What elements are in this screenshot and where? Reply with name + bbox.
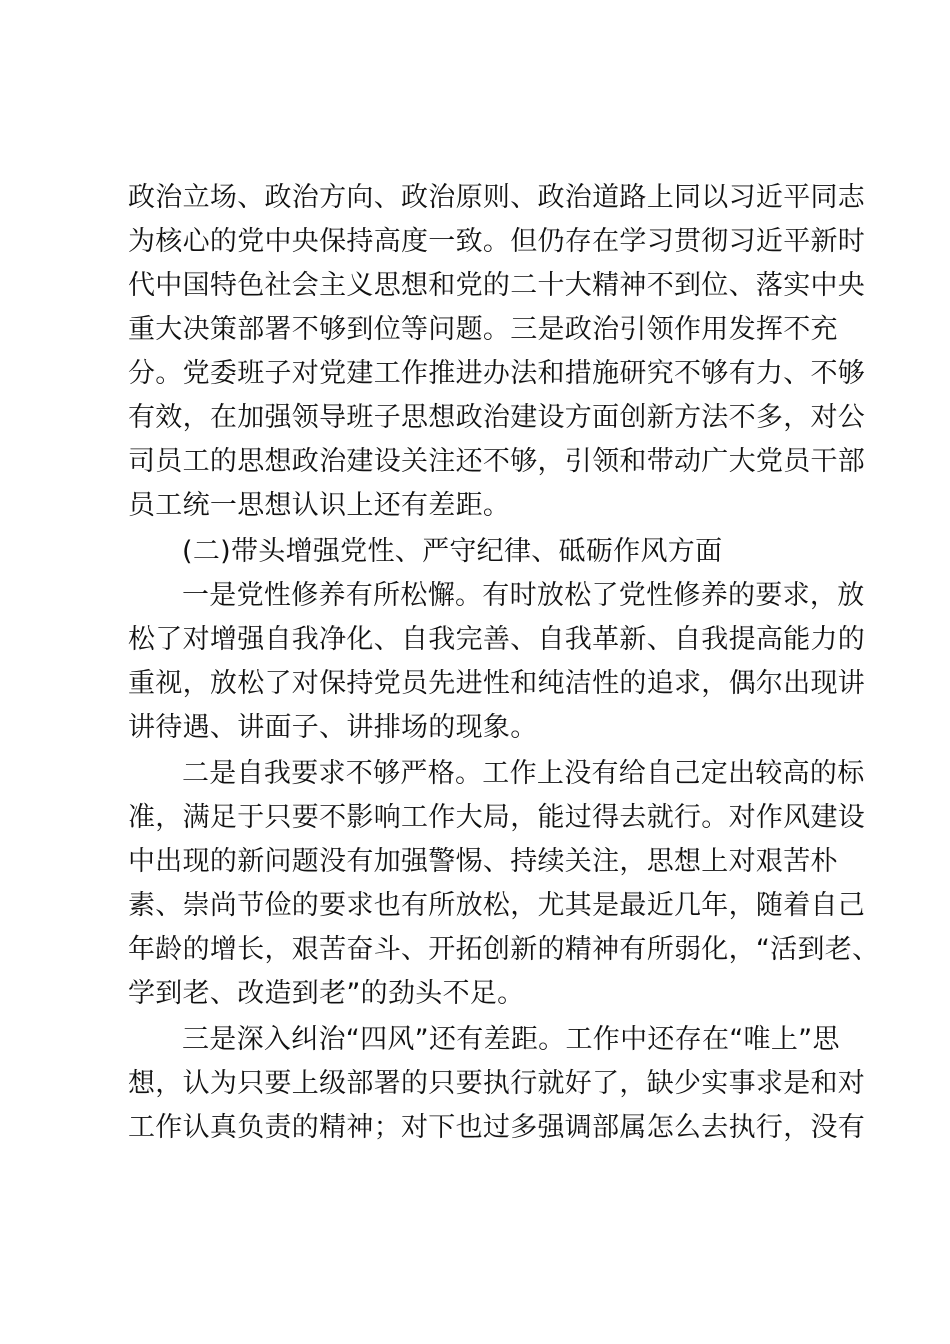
section-heading: (二)带头增强党性、严守纪律、砥砺作风方面 [182,536,723,567]
text-line: 三是深入纠治“四风”还有差距。工作中还存在“唯上”思 [182,1024,840,1055]
text-line: 准，满足于只要不影响工作大局，能过得去就行。对作风建设 [128,802,866,833]
text-line: 素、崇尚节俭的要求也有所放松，尤其是最近几年，随着自己 [128,890,866,921]
text-line: 政治立场、政治方向、政治原则、政治道路上同以习近平同志 [128,182,866,213]
text-line: 工作认真负责的精神；对下也过多强调部属怎么去执行，没有 [128,1112,866,1143]
text-line: 想，认为只要上级部署的只要执行就好了，缺少实事求是和对 [128,1068,866,1099]
text-line: 重视，放松了对保持党员先进性和纯洁性的追求，偶尔出现讲 [128,668,866,699]
text-line: 重大决策部署不够到位等问题。三是政治引领作用发挥不充 [128,314,838,345]
text-line: 松了对增强自我净化、自我完善、自我革新、自我提高能力的 [128,624,866,655]
text-line: 中出现的新问题没有加强警惕、持续关注，思想上对艰苦朴 [128,846,838,877]
text-line: 司员工的思想政治建设关注还不够，引领和带动广大党员干部 [128,446,866,477]
text-line: 代中国特色社会主义思想和党的二十大精神不到位、落实中央 [128,270,866,301]
text-line: 分。党委班子对党建工作推进办法和措施研究不够有力、不够 [128,358,866,389]
text-line: 年龄的增长，艰苦奋斗、开拓创新的精神有所弱化，“活到老、 [128,934,880,965]
text-line: 为核心的党中央保持高度一致。但仍存在学习贯彻习近平新时 [128,226,866,257]
text-line: 二是自我要求不够严格。工作上没有给自己定出较高的标 [182,758,865,789]
text-line: 有效，在加强领导班子思想政治建设方面创新方法不多，对公 [128,402,866,433]
document-body [128,176,880,1150]
text-line: 员工统一思想认识上还有差距。 [128,490,511,521]
text-line: 学到老、改造到老”的劲头不足。 [128,978,525,1009]
text-line: 一是党性修养有所松懈。有时放松了党性修养的要求，放 [182,580,865,611]
text-line: 讲待遇、讲面子、讲排场的现象。 [128,712,538,743]
